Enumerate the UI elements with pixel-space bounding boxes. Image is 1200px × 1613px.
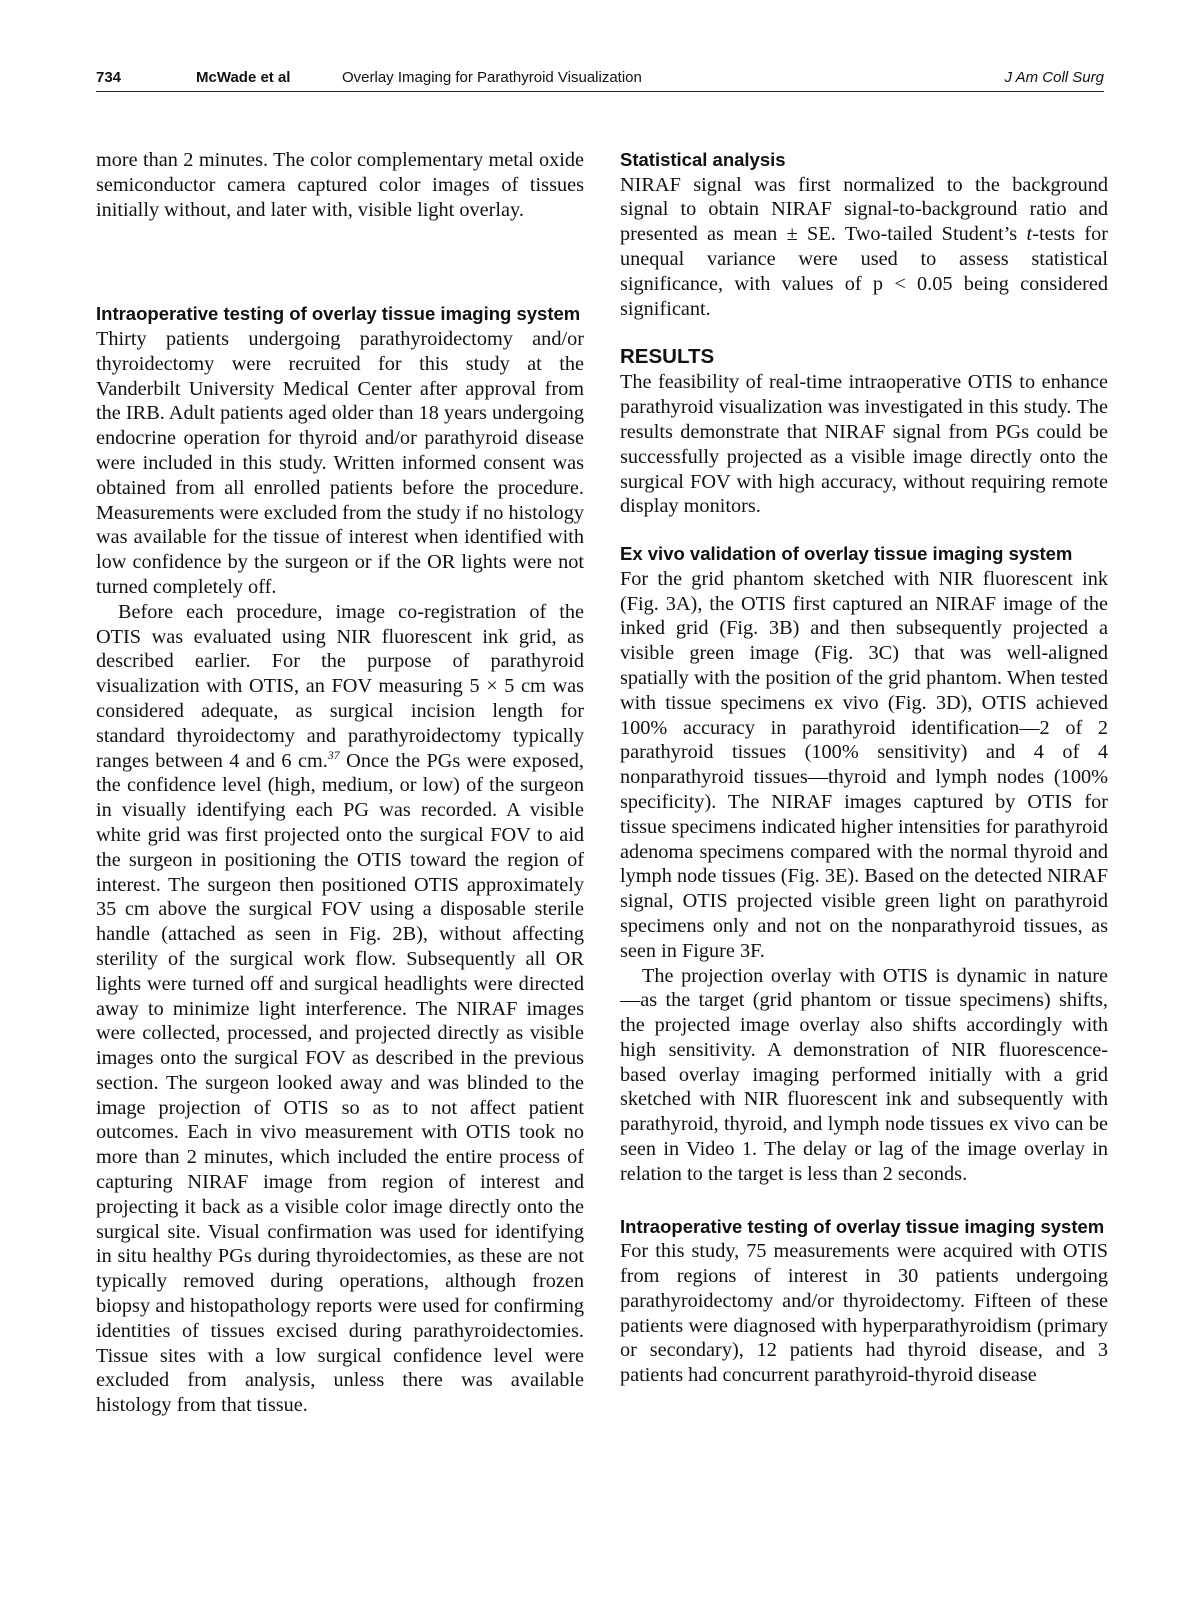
page-number: 734 <box>96 69 122 86</box>
paragraph-procedure <box>96 600 584 1418</box>
procedure-text-part1: Before each procedure, image co-registration of the OTIS was evaluated using NIR fluorescent ink grid, as described earlier. For the purpose of parathyroid visualization with OTIS, an FOV measuring 5 × 5 cm was considered adequate, as surgical incision length for standard thyroidectomy and parathyroidectomy typically ranges between 4 and 6 cm. <box>96 600 584 772</box>
heading-ex-vivo-validation: Ex vivo validation of overlay tissue imaging system <box>620 543 1073 565</box>
heading-statistical-analysis: Statistical analysis <box>620 149 786 170</box>
paragraph-patient-recruitment: Thirty patients undergoing parathyroidectomy and/or thyroidectomy were recruited for this study at the Vanderbilt University Medical Center after approval from the IRB. Adult patients aged older than 18 years undergoing endocrine operation for thyroid and/or parathyroid disease were included in this study. Written informed consent was obtained from all enrolled patients before the procedure. Measurements were excluded from the study if no histology was available for the tissue of interest when identified with low confidence by the surgeon or if the OR lights were not turned completely off. <box>96 327 584 598</box>
stats-text-part1: NIRAF signal was first normalized to the background signal to obtain NIRAF signal-to-background ratio and presented as mean ± SE. Two-tailed Student’s <box>620 173 1108 246</box>
header-authors: McWade et al <box>196 69 291 86</box>
paragraph-statistical-analysis <box>620 173 1108 322</box>
reference-37: 37 <box>327 747 340 762</box>
header-journal: J Am Coll Surg <box>1004 69 1104 86</box>
paragraph-intraoperative-results: For this study, 75 measurements were acquired with OTIS from regions of interest in 30 patients undergoing parathyroidectomy and/or thyroidectomy. Fifteen of these patients were diagnosed with hyperparathyroidism (primary or secondary), 12 patients had thyroid disease, and 3 patients had concurrent parathyroid-thyroid disease <box>620 1240 1108 1387</box>
paragraph-results-intro: The feasibility of real-time intraoperative OTIS to enhance parathyroid visualization was investigated in this study. The results demonstrate that NIRAF signal from PGs could be successfully projected as a visible image directly onto the surgical FOV with high accuracy, without requiring remote display monitors. <box>620 371 1108 518</box>
stats-t-italic: t <box>1026 223 1033 246</box>
heading-results: RESULTS <box>620 345 715 369</box>
procedure-text-part2: Once the PGs were exposed, the confidence level (high, medium, or low) of the surgeon in visually identifying each PG was recorded. A visible white grid was first projected onto the surgical FOV to aid the surgeon in positioning the OTIS toward the region of interest. The surgeon then positioned OTIS approximately 35 cm above the surgical FOV using a disposable sterile handle (attached as seen in Fig. 2B), without affecting sterility of the surgical work flow. Subsequently all OR lights were turned off and surgical headlights were directed away to minimize light interference. The NIRAF images were collected, processed, and projected directly as visible images onto the surgical FOV as described in the previous section. The surgeon looked away and was blinded to the image projection of OTIS so as to not affect patient outcomes. Each in vivo measurement with OTIS took no more than 2 minutes, which included the entire process of capturing NIRAF image from region of interest and projecting it back as a visible color image directly onto the surgical site. Visual confirmation was used for identifying in situ healthy PGs during thyroidectomies, as these are not typically removed during operations, although frozen biopsy and histopathology reports were used for confirming identities of tissues excised during parathyroidectomies. Tissue sites with a low surgical confidence level were excluded from analysis, unless there was available histology from that tissue. <box>96 749 584 1417</box>
header-running-title: Overlay Imaging for Parathyroid Visualization <box>342 69 642 86</box>
stats-text-part2: -tests for unequal variance were used to assess statistical significance, with values of p < 0.05 being considered significant. <box>620 223 1108 320</box>
right-column <box>620 148 1108 1388</box>
paragraph-projection-overlay: The projection overlay with OTIS is dynamic in nature—as the target (grid phantom or tissue specimens) shifts, the projected image overlay also shifts accordingly with high sensitivity. A demonstration of NIR fluorescence-based overlay imaging performed initially with a grid sketched with NIR fluorescent ink and subsequently with parathyroid, thyroid, and lymph node tissues ex vivo can be seen in Video 1. The delay or lag of the image overlay in relation to the target is less than 2 seconds. <box>620 964 1108 1185</box>
paragraph-ex-vivo-validation: For the grid phantom sketched with NIR fluorescent ink (Fig. 3A), the OTIS first captured an NIRAF image of the inked grid (Fig. 3B) and then subsequently projected a visible green image (Fig. 3C) that was well-aligned spatially with the position of the grid phantom. When tested with tissue specimens ex vivo (Fig. 3D), OTIS achieved 100% accuracy in parathyroid identification—2 of 2 parathyroid tissues (100% sensitivity) and 4 of 4 nonparathyroid tissues—thyroid and lymph nodes (100% specificity). The NIRAF images captured by OTIS for tissue specimens indicated higher intensities for parathyroid adenoma specimens compared with the normal thyroid and lymph node tissues (Fig. 3E). Based on the detected NIRAF signal, OTIS projected visible green light on parathyroid specimens only and not on the nonparathyroid tissues, as seen in Figure 3F. <box>620 567 1108 962</box>
paragraph-camera-continuation: more than 2 minutes. The color complementary metal oxide semiconductor camera captured color images of tissues initially without, and later with, visible light overlay. <box>96 149 584 221</box>
left-column <box>96 148 584 1418</box>
heading-intraoperative-testing: Intraoperative testing of overlay tissue imaging system <box>96 303 581 325</box>
heading-intraoperative-testing-results: Intraoperative testing of overlay tissue imaging system <box>620 1215 1105 1237</box>
running-header <box>96 67 1104 92</box>
